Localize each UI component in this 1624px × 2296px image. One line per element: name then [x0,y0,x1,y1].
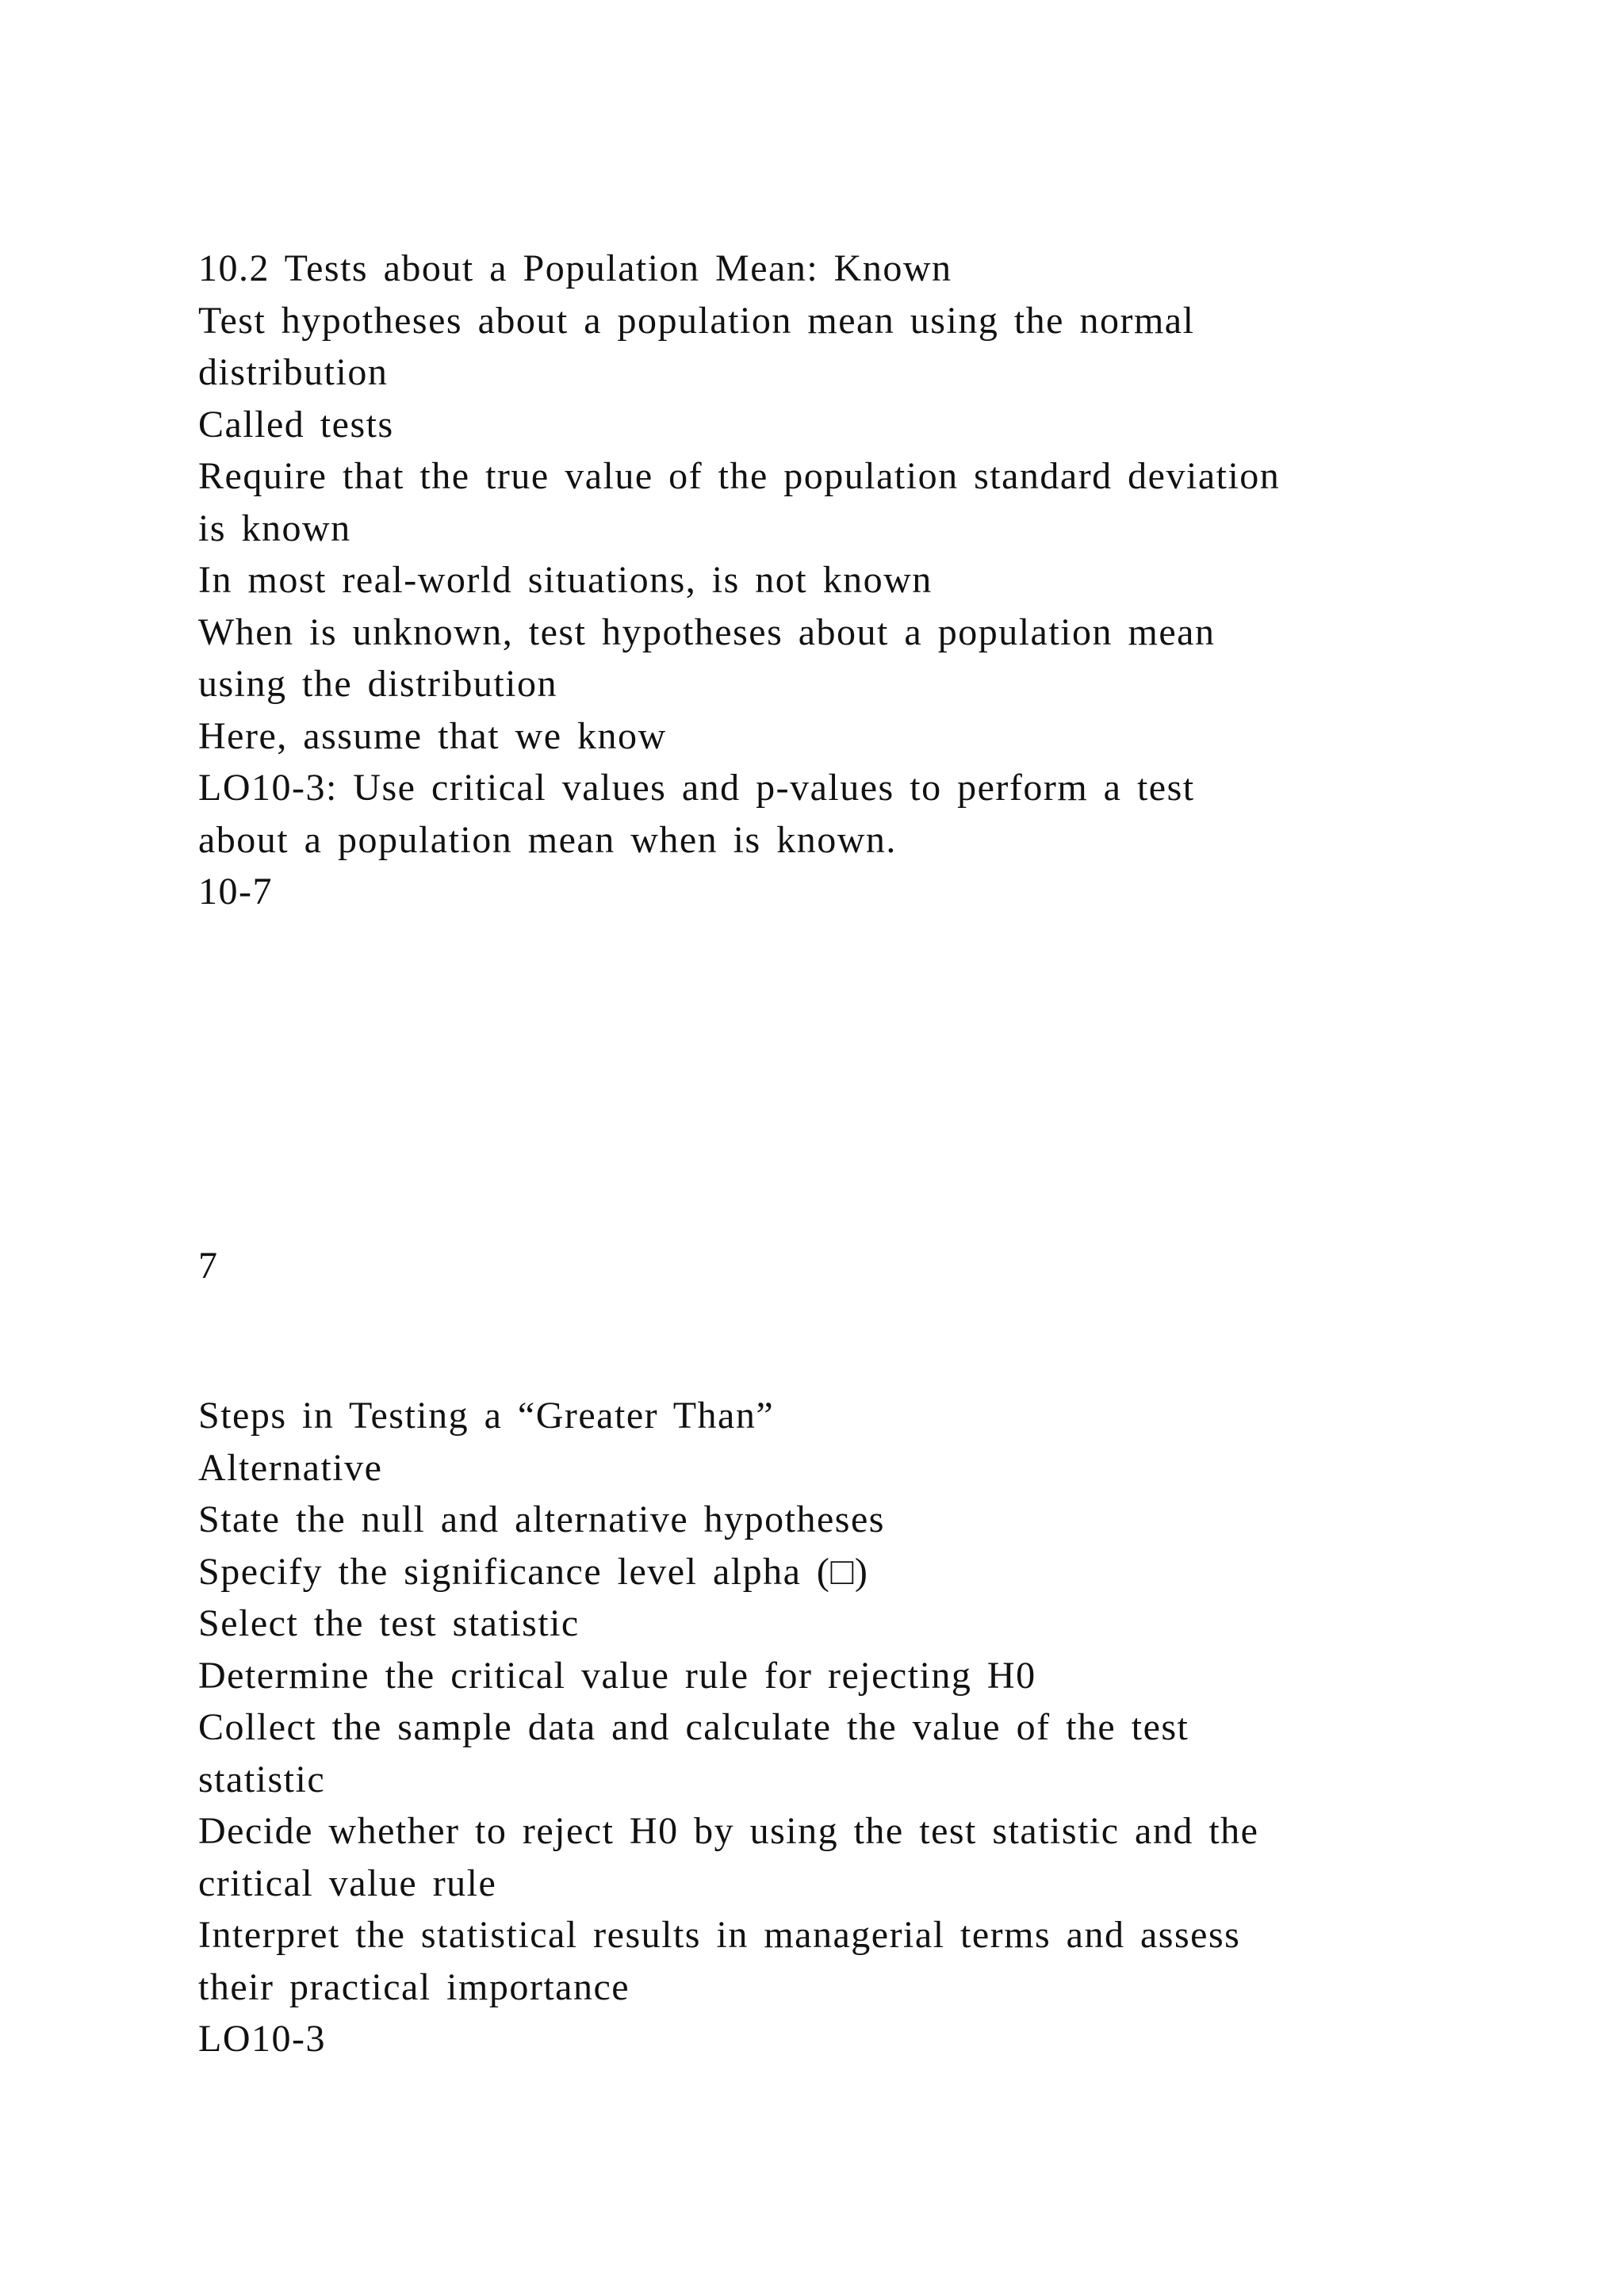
step-item: statistic [198,1758,326,1800]
step-item: State the null and alternative hypotheses [198,1498,885,1540]
learning-objective: about a population mean when is known. [198,818,897,861]
step-item: Decide whether to reject H0 by using the test statistic and the [198,1810,1259,1852]
step-item: their practical importance [198,1965,630,2008]
step-item: Interpret the statistical results in managerial terms and assess [198,1914,1241,1956]
text-line: using the distribution [198,663,557,705]
slide-number: 10-7 [198,871,273,913]
learning-objective-tag: LO10-3 [198,2018,326,2060]
section-heading: Steps in Testing a “Greater Than” [198,1395,775,1437]
learning-objective: LO10-3: Use critical values and p-values to perform a test [198,767,1195,809]
page-number-block [198,1240,1467,1292]
step-item: Select the test statistic [198,1602,580,1644]
page-number: 7 [198,1245,219,1287]
text-line: Called tests [198,403,394,446]
text-line: distribution [198,351,389,393]
step-item: Specify the significance level alpha (□) [198,1550,869,1593]
section-tests-population-mean [198,243,1467,918]
step-item: critical value rule [198,1862,497,1904]
step-item: Collect the sample data and calculate the value of the test [198,1706,1189,1748]
text-line: When is unknown, test hypotheses about a population mean [198,610,1216,653]
section-heading: 10.2 Tests about a Population Mean: Known [198,247,952,289]
section-greater-than-steps [198,1390,1467,2065]
text-line: Test hypotheses about a population mean using the normal [198,299,1195,342]
step-item: Determine the critical value rule for rejecting H0 [198,1654,1036,1697]
text-line: In most real-world situations, is not known [198,559,933,601]
text-line: is known [198,507,351,549]
section-heading: Alternative [198,1446,383,1489]
text-line: Here, assume that we know [198,714,667,757]
text-line: Require that the true value of the population standard deviation [198,455,1281,497]
